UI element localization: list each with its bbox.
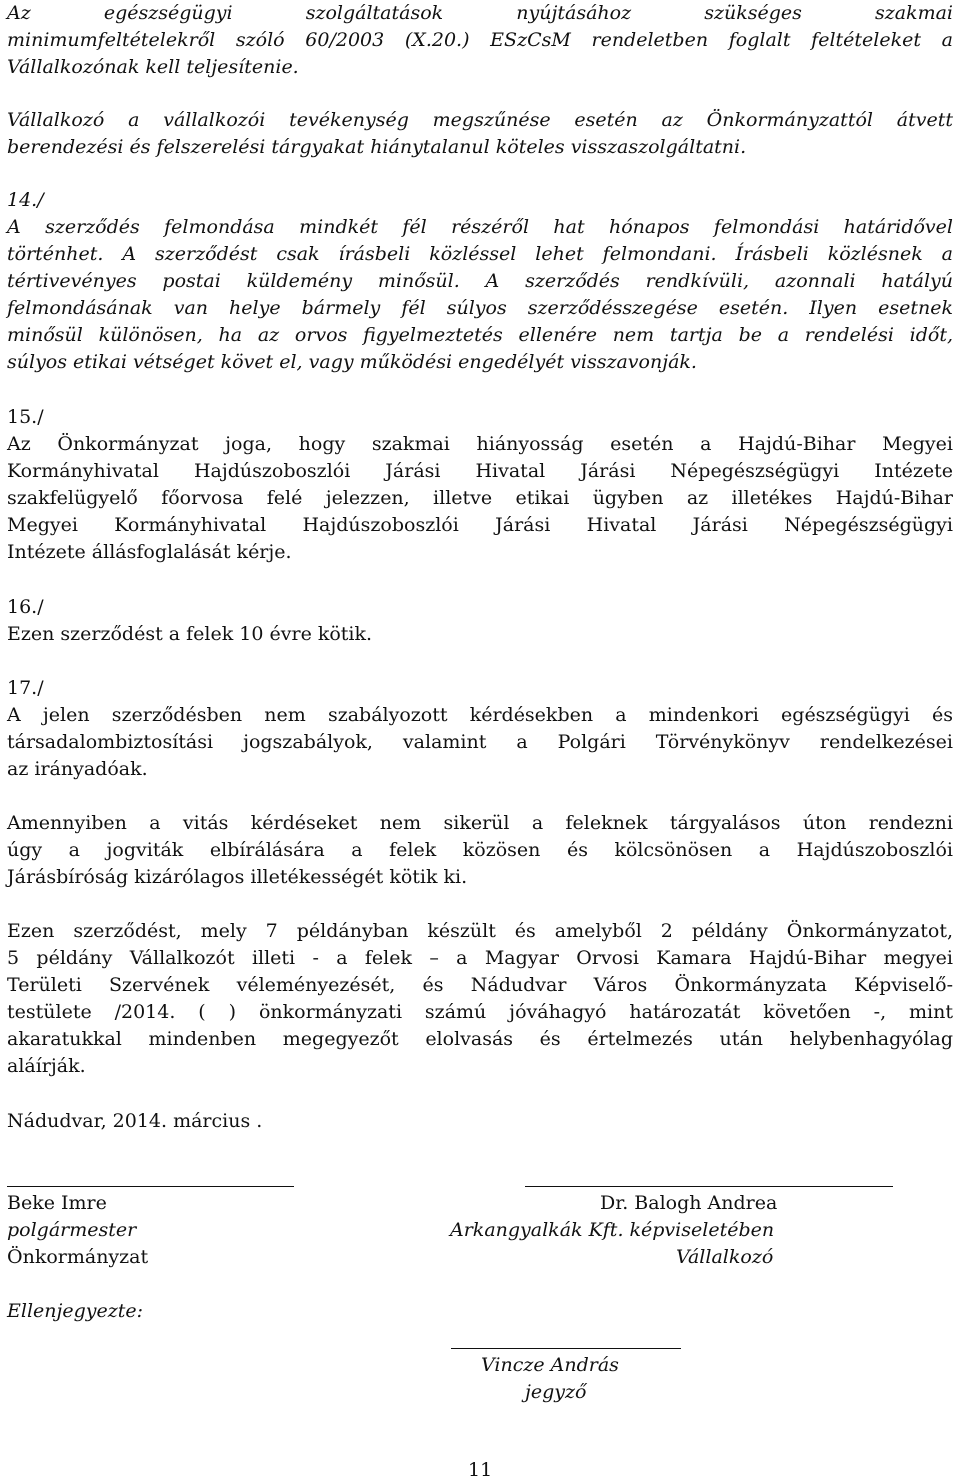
section-17-text [7, 702, 953, 783]
text-line: aláírják. [7, 1055, 86, 1077]
text-line: szakfelügyelő főorvosa felé jelezzen, illetve etikai ügyben az illetékes Hajdú-Bihar [7, 487, 953, 509]
text-line: minősül különösen, ha az orvos figyelmeztetés ellenére nem tartja be a rendelési időt, [7, 324, 953, 346]
signer-right-title: Arkangyalkák Kft. képviseletében [450, 1219, 775, 1241]
para-disputes [7, 810, 953, 891]
text-line: tértivevényes postai küldemény minősül. A szerződés rendkívüli, azonnali hatályú [7, 270, 953, 292]
section-14-text [7, 214, 953, 376]
text-line: Vállalkozónak kell teljesítenie. [7, 56, 299, 78]
para-return [7, 107, 953, 161]
text-line: Járásbíróság kizárólagos illetékességét kötik ki. [7, 866, 468, 888]
signature-line-notary [451, 1348, 681, 1349]
text-line: Kormányhivatal Hajdúszoboszlói Járási Hivatal Járási Népegészségügyi Intézete [7, 460, 953, 482]
place-date: Nádudvar, 2014. március . [7, 1110, 263, 1132]
text-line: Ezen szerződést a felek 10 évre kötik. [7, 623, 373, 645]
text-line: súlyos etikai vétséget követ el, vagy működési engedélyét visszavonják. [7, 351, 697, 373]
text-line: minimumfeltételekről szóló 60/2003 (X.20.) ESzCsM rendeletben foglalt feltételeket a [7, 29, 953, 51]
signer-left-party: Önkormányzat [7, 1246, 149, 1268]
signature-line-right [525, 1186, 893, 1187]
text-line: berendezési és felszerelési tárgyakat hiánytalanul köteles visszaszolgáltatni. [7, 136, 747, 158]
signer-right-party: Vállalkozó [676, 1246, 774, 1268]
signer-right-name: Dr. Balogh Andrea [600, 1192, 778, 1214]
text-line: akaratukkal mindenben megegyezőt elolvasás és értelmezés után helybenhagyólag [7, 1028, 953, 1050]
text-line: Az egészségügyi szolgáltatások nyújtásához szükséges szakmai [7, 2, 953, 24]
section-16-text [7, 621, 953, 648]
para-copies [7, 918, 953, 1080]
section-14-number: 14./ [7, 189, 44, 211]
signer-left-name: Beke Imre [7, 1192, 107, 1214]
text-line: társadalombiztosítási jogszabályok, valamint a Polgári Törvénykönyv rendelkezései [7, 731, 953, 753]
text-line: az irányadóak. [7, 758, 148, 780]
section-15-text [7, 431, 953, 566]
text-line: történhet. A szerződést csak írásbeli közléssel lehet felmondani. Írásbeli közlésnek a [7, 243, 953, 265]
text-line: Területi Szervének véleményezését, és Nádudvar Város Önkormányzata Képviselő- [7, 974, 953, 996]
text-line: 5 példány Vállalkozót illeti - a felek – a Magyar Orvosi Kamara Hajdú-Bihar megyei [7, 947, 953, 969]
signature-line-left [7, 1186, 294, 1187]
text-line: Vállalkozó a vállalkozói tevékenység megszűnése esetén az Önkormányzattól átvett [7, 109, 953, 131]
text-line: A szerződés felmondása mindkét fél részéről hat hónapos felmondási határidővel [7, 216, 953, 238]
text-line: A jelen szerződésben nem szabályozott kérdésekben a mindenkori egészségügyi és [7, 704, 953, 726]
para-intro [7, 0, 953, 81]
text-line: úgy a jogviták elbírálására a felek közösen és kölcsönösen a Hajdúszoboszlói [7, 839, 953, 861]
text-line: Intézete állásfoglalását kérje. [7, 541, 292, 563]
signer-left-title: polgármester [7, 1219, 137, 1241]
text-line: Az Önkormányzat joga, hogy szakmai hiányosság esetén a Hajdú-Bihar Megyei [7, 433, 953, 455]
text-line: testülete /2014. ( ) önkormányzati számú jóváhagyó határozatát követően -, mint [7, 1001, 953, 1023]
page-number: 11 [468, 1459, 493, 1481]
section-15-number: 15./ [7, 406, 44, 428]
text-line: Megyei Kormányhivatal Hajdúszoboszlói Járási Hivatal Járási Népegészségügyi [7, 514, 953, 536]
section-16-number: 16./ [7, 596, 44, 618]
section-17-number: 17./ [7, 677, 44, 699]
notary-title: jegyző [525, 1381, 587, 1403]
text-line: Ezen szerződést, mely 7 példányban készült és amelyből 2 példány Önkormányzatot, [7, 920, 953, 942]
text-line: Amennyiben a vitás kérdéseket nem sikerül a feleknek tárgyalásos úton rendezni [7, 812, 953, 834]
countersign-label: Ellenjegyezte: [7, 1300, 144, 1322]
text-line: felmondásának van helye bármely fél súlyos szerződésszegése esetén. Ilyen esetnek [7, 297, 953, 319]
notary-name: Vincze András [481, 1354, 619, 1376]
